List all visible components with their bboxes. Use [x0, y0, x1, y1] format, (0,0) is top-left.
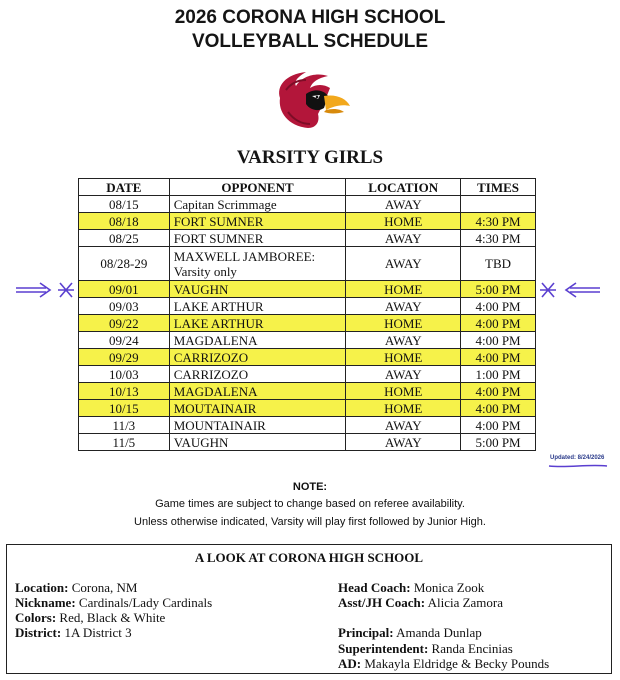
info-superintendent-label: Superintendent:: [338, 641, 429, 656]
info-asst-coach: [338, 595, 503, 610]
school-info-box: [6, 544, 612, 674]
table-row: [79, 417, 536, 434]
table-row: [79, 230, 536, 247]
opponent-line-2: Varsity only: [173, 263, 237, 279]
schedule-opponent-cell: LAKE ARTHUR: [169, 298, 346, 315]
schedule-location-cell: AWAY: [346, 366, 461, 383]
section-title: VARSITY GIRLS: [236, 147, 384, 168]
schedule-date-cell: 11/5: [79, 434, 170, 451]
schedule-time-cell: 4:00 PM: [461, 332, 536, 349]
info-principal: [338, 625, 482, 640]
updated-date-note: Updated: 8/24/2026: [550, 455, 605, 461]
info-head-coach-value: Monica Zook: [413, 580, 485, 595]
info-nickname-label: Nickname:: [15, 595, 76, 610]
info-district: [15, 625, 132, 640]
schedule-time-cell: 4:00 PM: [461, 400, 536, 417]
info-location-value: Corona, NM: [71, 580, 138, 595]
document-title-line1: 2026 CORONA HIGH SCHOOL: [174, 7, 446, 28]
info-colors: [15, 610, 165, 625]
schedule-opponent-cell: VAUGHN: [169, 434, 346, 451]
schedule-location-cell: HOME: [346, 400, 461, 417]
schedule-date-cell: 08/25: [79, 230, 170, 247]
schedule-date-cell: 11/3: [79, 417, 170, 434]
schedule-location-cell: AWAY: [346, 332, 461, 349]
schedule-location-cell: AWAY: [346, 298, 461, 315]
schedule-date-cell: 08/15: [79, 196, 170, 213]
column-header-times: TIMES: [461, 179, 536, 196]
schedule-location-cell: AWAY: [346, 434, 461, 451]
note-line-2: Unless otherwise indicated, Varsity will play first followed by Junior High.: [134, 516, 486, 528]
schedule-opponent-cell: MOUNTAINAIR: [169, 417, 346, 434]
schedule-location-cell: HOME: [346, 281, 461, 298]
schedule-time-cell: 4:00 PM: [461, 349, 536, 366]
table-header-row: [79, 179, 536, 196]
table-row: [79, 434, 536, 451]
info-box-title: A LOOK AT CORONA HIGH SCHOOL: [194, 550, 424, 565]
schedule-location-cell: AWAY: [346, 230, 461, 247]
schedule-opponent-cell: CARRIZOZO: [169, 349, 346, 366]
table-row: [79, 383, 536, 400]
schedule-date-cell: 08/18: [79, 213, 170, 230]
table-row: [79, 247, 536, 281]
opponent-line-1: MAXWELL JAMBOREE:: [173, 248, 316, 264]
column-header-date: DATE: [79, 179, 170, 196]
left-ink-arrow-icon: [14, 280, 78, 300]
info-ad-label: AD:: [338, 656, 362, 671]
info-nickname: [15, 595, 212, 610]
info-asst-coach-label: Asst/JH Coach:: [338, 595, 426, 610]
schedule-time-cell: TBD: [461, 247, 536, 281]
column-header-opponent: OPPONENT: [169, 179, 346, 196]
schedule-location-cell: HOME: [346, 349, 461, 366]
table-row: [79, 196, 536, 213]
info-nickname-value: Cardinals/Lady Cardinals: [78, 595, 213, 610]
info-superintendent-value: Randa Encinias: [431, 641, 513, 656]
schedule-location-cell: AWAY: [346, 196, 461, 213]
schedule-opponent-cell: MAGDALENA: [169, 332, 346, 349]
table-row: [79, 400, 536, 417]
schedule-body: [79, 196, 536, 451]
info-principal-value: Amanda Dunlap: [396, 625, 482, 640]
info-head-coach-label: Head Coach:: [338, 580, 411, 595]
info-district-label: District:: [15, 625, 62, 640]
ink-underline-icon: [548, 463, 608, 469]
schedule-date-cell: 08/28-29: [79, 247, 170, 281]
schedule-time-cell: 4:00 PM: [461, 383, 536, 400]
schedule-time-cell: 5:00 PM: [461, 281, 536, 298]
info-superintendent: [338, 641, 513, 656]
right-ink-arrow-icon: [540, 280, 602, 300]
table-row: [79, 213, 536, 230]
schedule-location-cell: HOME: [346, 383, 461, 400]
info-colors-label: Colors:: [15, 610, 57, 625]
schedule-opponent-cell: VAUGHN: [169, 281, 346, 298]
schedule-date-cell: 09/22: [79, 315, 170, 332]
schedule-time-cell: 4:30 PM: [461, 230, 536, 247]
schedule-opponent-cell: LAKE ARTHUR: [169, 315, 346, 332]
info-head-coach: [338, 580, 484, 595]
schedule-opponent-cell: [169, 247, 346, 281]
schedule-date-cell: 10/15: [79, 400, 170, 417]
schedule-location-cell: HOME: [346, 213, 461, 230]
table-row: [79, 298, 536, 315]
schedule-time-cell: 4:30 PM: [461, 213, 536, 230]
schedule-opponent-cell: FORT SUMNER: [169, 213, 346, 230]
info-colors-value: Red, Black & White: [59, 610, 166, 625]
schedule-opponent-cell: MAGDALENA: [169, 383, 346, 400]
schedule-time-cell: 1:00 PM: [461, 366, 536, 383]
info-asst-coach-value: Alicia Zamora: [427, 595, 504, 610]
info-location-label: Location:: [15, 580, 69, 595]
schedule-opponent-cell: Capitan Scrimmage: [169, 196, 346, 213]
schedule-time-cell: [461, 196, 536, 213]
table-row: [79, 332, 536, 349]
schedule-date-cell: 09/03: [79, 298, 170, 315]
schedule-opponent-cell: MOUTAINAIR: [169, 400, 346, 417]
column-header-location: LOCATION: [346, 179, 461, 196]
schedule-date-cell: 10/13: [79, 383, 170, 400]
note-heading: NOTE:: [292, 481, 328, 493]
schedule-opponent-cell: FORT SUMNER: [169, 230, 346, 247]
schedule-date-cell: 09/01: [79, 281, 170, 298]
schedule-table: [78, 178, 536, 451]
schedule-opponent-cell: CARRIZOZO: [169, 366, 346, 383]
schedule-time-cell: 4:00 PM: [461, 315, 536, 332]
schedule-location-cell: AWAY: [346, 417, 461, 434]
schedule-date-cell: 10/03: [79, 366, 170, 383]
info-ad-value: Makayla Eldridge & Becky Pounds: [364, 656, 550, 671]
info-principal-label: Principal:: [338, 625, 394, 640]
table-row: [79, 281, 536, 298]
schedule-date-cell: 09/24: [79, 332, 170, 349]
table-row: [79, 366, 536, 383]
schedule-time-cell: 4:00 PM: [461, 417, 536, 434]
schedule-time-cell: 5:00 PM: [461, 434, 536, 451]
table-row: [79, 349, 536, 366]
info-athletic-director: [338, 656, 549, 671]
info-district-value: 1A District 3: [64, 625, 132, 640]
info-location: [15, 580, 137, 595]
cardinal-head-logo-icon: [266, 68, 352, 130]
schedule-location-cell: AWAY: [346, 247, 461, 281]
schedule-location-cell: HOME: [346, 315, 461, 332]
document-title-line2: VOLLEYBALL SCHEDULE: [191, 31, 429, 52]
table-row: [79, 315, 536, 332]
schedule-time-cell: 4:00 PM: [461, 298, 536, 315]
schedule-date-cell: 09/29: [79, 349, 170, 366]
note-line-1: Game times are subject to change based on referee availability.: [155, 498, 465, 510]
